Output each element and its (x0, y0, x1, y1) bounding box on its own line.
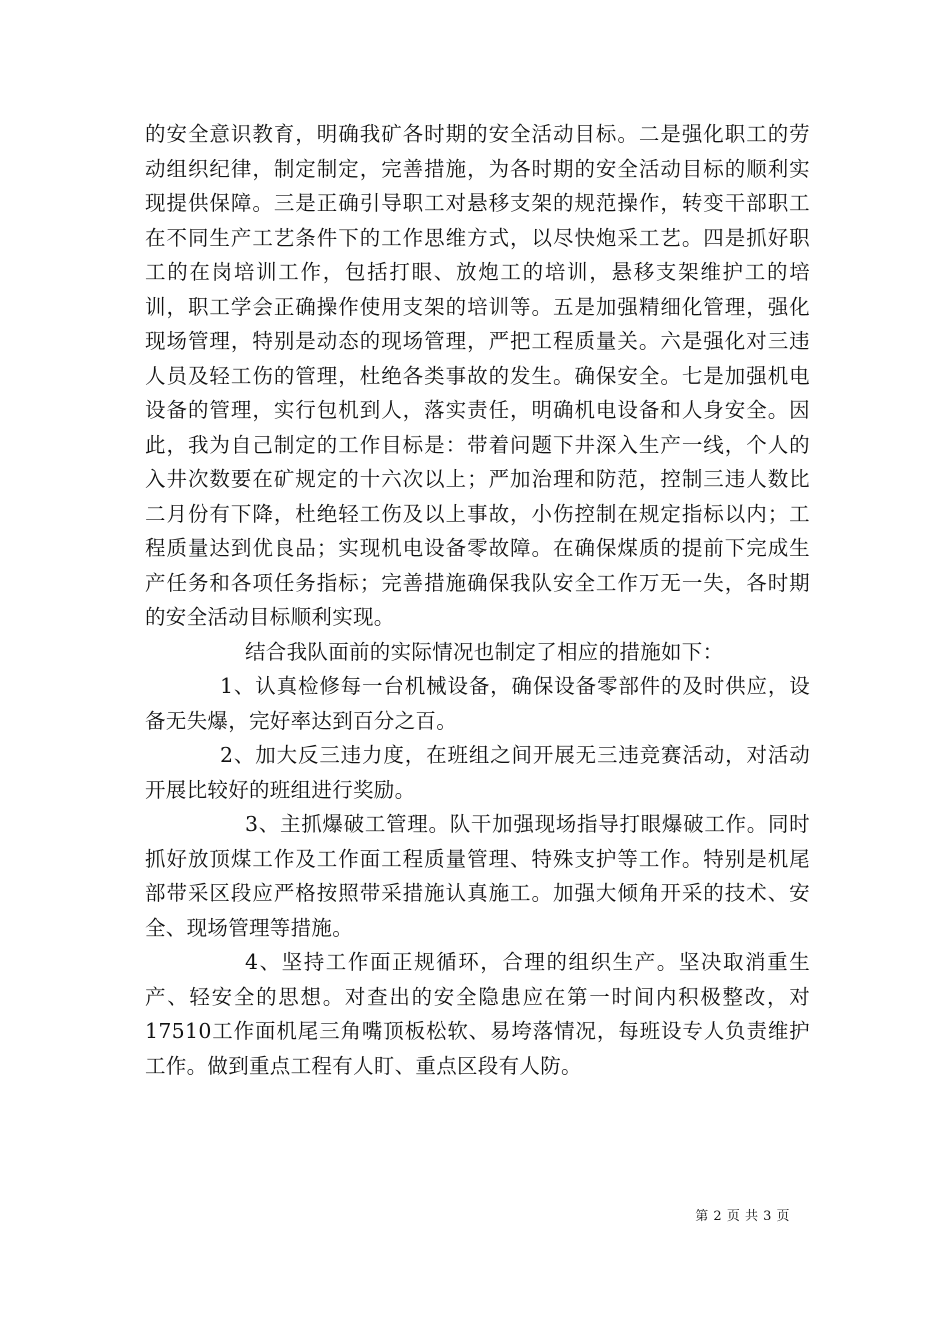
paragraph-measure-4: 4、坚持工作面正规循环，合理的组织生产。坚决取消重生产、轻安全的思想。对查出的安全隐患应在第一时间内积极整改，对17510工作面机尾三角嘴顶板松软、易垮落情况，每班设专人负责维护工作。做到重点工程有人盯、重点区段有人防。 (145, 950, 810, 1078)
document-body (145, 117, 810, 1083)
page-number-footer: 第 2 页 共 3 页 (695, 1209, 790, 1224)
paragraph-measures-intro: 结合我队面前的实际情况也制定了相应的措施如下： (245, 639, 724, 664)
paragraph-measure-1: 1、认真检修每一台机械设备，确保设备零部件的及时供应，设备无失爆，完好率达到百分之百。 (145, 674, 810, 733)
paragraph-measure-3: 3、主抓爆破工管理。队干加强现场指导打眼爆破工作。同时抓好放顶煤工作及工作面工程质量管理、特殊支护等工作。特别是机尾部带采区段应严格按照带采措施认真施工。加强大倾角开采的技术、安全、现场管理等措施。 (145, 812, 810, 940)
paragraph-measure-2: 2、加大反三违力度，在班组之间开展无三违竞赛活动，对活动开展比较好的班组进行奖励。 (145, 743, 810, 802)
paragraph-safety-goals: 的安全意识教育，明确我矿各时期的安全活动目标。二是强化职工的劳动组织纪律，制定制定，完善措施，为各时期的安全活动目标的顺利实现提供保障。三是正确引导职工对悬移支架的规范操作，转变干部职工在不同生产工艺条件下的工作思维方式，以尽快炮采工艺。四是抓好职工的在岗培训工作，包括打眼、放炮工的培训，悬移支架维护工的培训，职工学会正确操作使用支架的培训等。五是加强精细化管理，强化现场管理，特别是动态的现场管理，严把工程质量关。六是强化对三违人员及轻工伤的管理，杜绝各类事故的发生。确保安全。七是加强机电设备的管理，实行包机到人，落实责任，明确机电设备和人身安全。因此，我为自己制定的工作目标是：带着问题下井深入生产一线，个人的入井次数要在矿规定的十六次以上；严加治理和防范，控制三违人数比二月份有下降，杜绝轻工伤及以上事故，小伤控制在规定指标以内；工程质量达到优良品；实现机电设备零故障。在确保煤质的提前下完成生产任务和各项任务指标；完善措施确保我队安全工作万无一失，各时期的安全活动目标顺利实现。 (145, 122, 810, 629)
